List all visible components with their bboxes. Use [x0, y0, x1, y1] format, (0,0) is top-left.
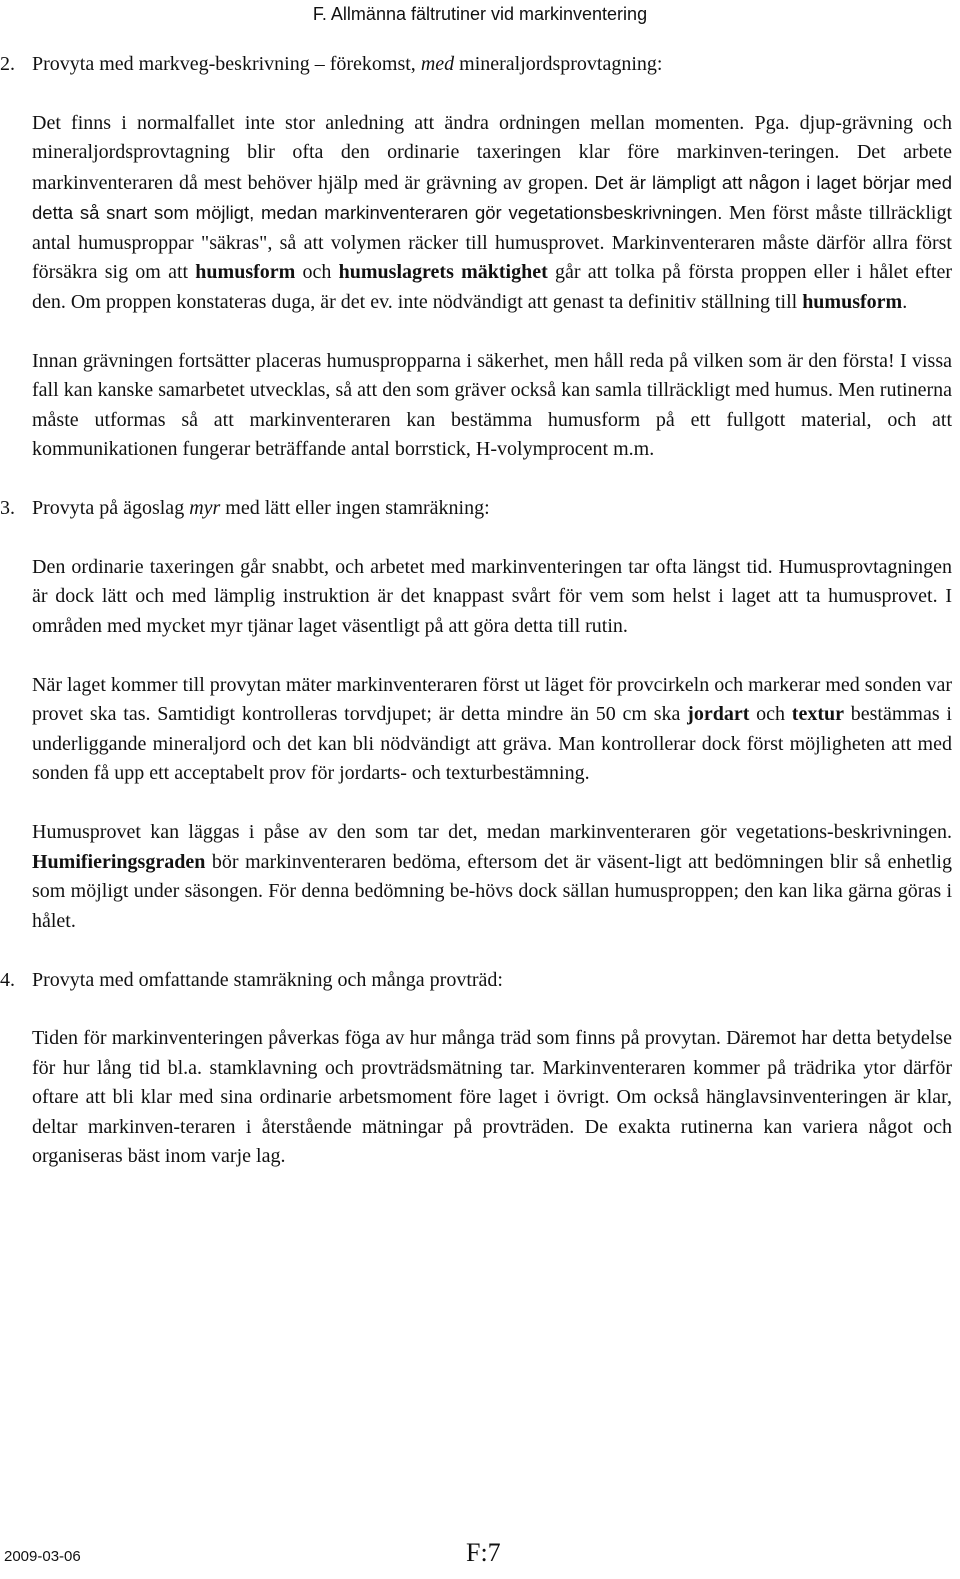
running-header: F. Allmänna fältrutiner vid markinventering	[312, 4, 648, 24]
section-2-title-part: mineraljordsprovtagning:	[454, 53, 663, 75]
text-run: bestämmas i underliggande mineraljord och det kan bli nödvändigt att gräva. Man kontrollerar dock först möjligheten att med sonden få upp ett acceptabelt prov för jordarts- och texturbestämning.	[32, 703, 952, 784]
section-2-title-emphasis: med	[420, 53, 455, 75]
page-body	[0, 50, 953, 1172]
section-3-title-part: Provyta på ägoslag	[32, 497, 190, 519]
bold-term: humusform	[195, 261, 296, 283]
text-run: och	[749, 703, 792, 725]
text-run: Det finns i normalfallet inte stor anledning att ändra ordningen mellan momenten. Pga. djup-grävning och mineraljordsprovtagning blir ofta den ordinarie taxeringen klar före markinven-teringen. Det arbete markinventeraren då mest behöver hjälp med är grävning av gropen.	[32, 111, 952, 194]
section-3-heading	[0, 494, 952, 524]
section-3-title	[32, 494, 490, 524]
bold-term: Humifieringsgraden	[32, 850, 206, 873]
text-run: Det är lämpligt att någon i laget börjar med detta så snart som möjligt, medan markinventeraren gör vegetationsbeskrivningen.	[32, 171, 952, 223]
section-2-heading	[0, 50, 952, 80]
bold-term: humuslagrets mäktighet	[338, 261, 548, 283]
section-3-number: 3.	[0, 497, 15, 519]
text-run: bör markinventeraren bedöma, eftersom det är väsent-ligt att bedömningen blir så enhetlig som möjligt under säsongen. För denna bedömning be-hövs dock sällan humusproppen; den kan lika gärna göras i hålet.	[32, 850, 952, 932]
text-run: och	[295, 261, 339, 283]
section-2-paragraph-1	[32, 109, 952, 318]
section-4-number: 4.	[0, 968, 15, 991]
text-run: När laget kommer till provytan mäter markinventeraren först ut läget för provcirkeln och markerar med sonden var provet ska tas. Samtidigt kontrolleras torvdjupet; är detta mindre än 50 cm ska	[32, 673, 952, 725]
footer-date: 2009-03-06	[4, 1548, 81, 1565]
section-2-paragraph-2: Innan grävningen fortsätter placeras humuspropparna i säkerhet, men håll reda på vilken som är den första! I vissa fall kan kanske samarbetet utvecklas, så att den som gräver också kan samla tillräckligt med humus. Men rutinerna måste utformas så att markinventeraren kan bestämma humusform på ett fullgott material, och att kommunikationen fungerar beträffande antal borrstick, H-volymprocent m.m.	[32, 349, 952, 460]
text-run: Men först måste tillräckligt antal humusproppar "säkras", så att volymen räcker till humusprovet.	[32, 202, 953, 254]
section-3-paragraph-3	[32, 818, 952, 936]
page-number: F:7	[466, 1538, 501, 1567]
text-run: går att tolka på första proppen eller i hålet efter den. Om proppen konstateras duga, är det ev. inte nödvändigt att genast ta definitiv ställning till	[32, 261, 952, 313]
section-4-title: Provyta med omfattande stamräkning och många provträd:	[32, 968, 503, 991]
section-3-title-emphasis: myr	[189, 497, 221, 519]
section-4-paragraph-1: Tiden för markinventeringen påverkas föga av hur många träd som finns på provytan. Däremot har detta betydelse för hur lång tid bl.a. stamklavning och provträdsmätning tar. Markinventeraren kommer på trädrika ytor därför oftare att bli klar med sina ordinarie arbetsmoment före laget i övrigt. Om också hänglavsinventeringen är klar, deltar markinven-teraren i återstående mätningar på provträden. De exakta rutinerna kan variera något och organiseras bäst inom varje lag.	[32, 1027, 952, 1167]
bold-term: textur	[791, 703, 844, 725]
section-2-title	[32, 50, 662, 80]
section-4-heading	[0, 966, 952, 996]
bold-term: jordart	[687, 703, 750, 725]
section-2-title-part: Provyta med markveg-beskrivning – förekomst,	[32, 53, 421, 75]
text-run: Humusprovet kan läggas i påse av den som tar det, medan markinventeraren gör vegetations-beskrivningen.	[32, 821, 952, 843]
section-2-number: 2.	[0, 53, 15, 75]
section-3-paragraph-2	[32, 671, 952, 789]
bold-term: humusform	[802, 290, 903, 313]
text-run: Markinventeraren måste därför allra först försäkra sig om att	[32, 231, 952, 283]
text-run: .	[902, 290, 908, 313]
section-3-title-part: med lätt eller ingen stamräkning:	[220, 497, 490, 519]
section-3-paragraph-1: Den ordinarie taxeringen går snabbt, och arbetet med markinventeringen tar ofta längst tid. Humusprovtagningen är dock lätt och med lämplig instruktion är det knappast svårt för vem som helst i laget att ta humusprovet. I områden med mycket myr tjänar laget väsentligt på att göra detta till rutin.	[32, 555, 952, 637]
